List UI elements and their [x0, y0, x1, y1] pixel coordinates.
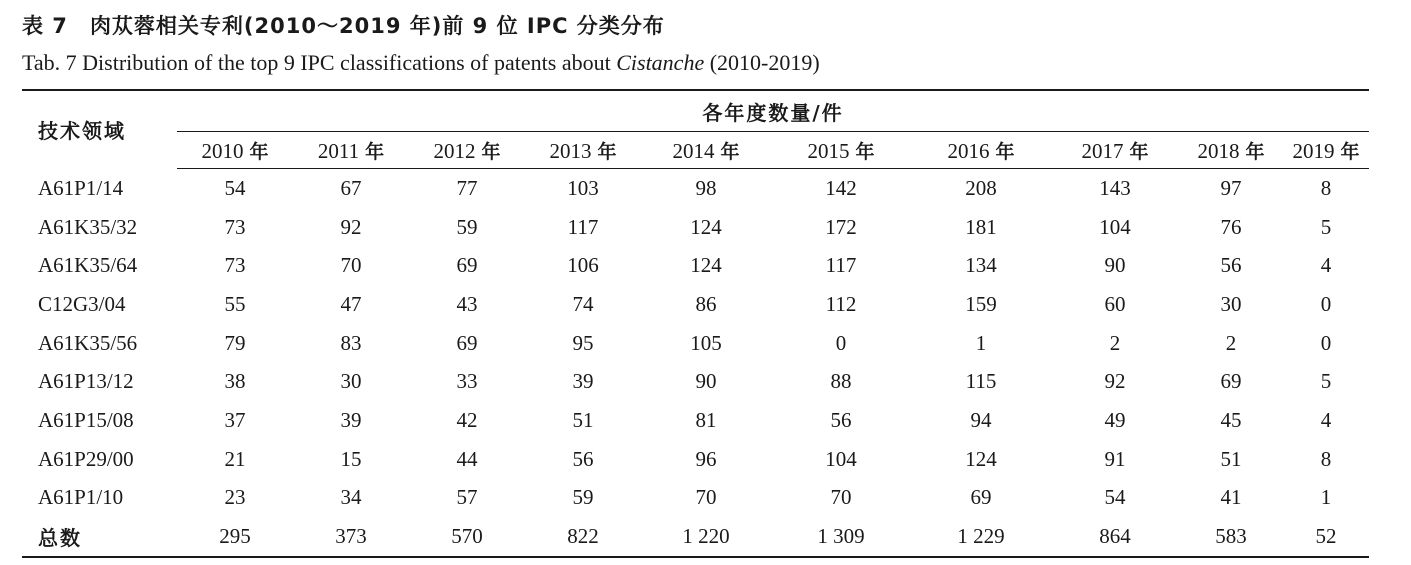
- count-cell: 124: [690, 253, 722, 278]
- count-cell: 172: [825, 214, 857, 239]
- ipc-code: A61P15/08: [38, 407, 134, 432]
- count-cell: 112: [825, 291, 857, 316]
- year-suffix: 年: [995, 140, 1015, 163]
- year-header-2016: [911, 132, 1051, 169]
- count-cell: 90: [1104, 253, 1126, 278]
- year-number: 2013: [549, 138, 592, 163]
- count-cell: 60: [1104, 291, 1126, 316]
- count-cell: 5: [1320, 369, 1332, 394]
- count-cell: 33: [456, 369, 478, 394]
- count-cell: 1 229: [957, 524, 1005, 549]
- count-cell: 30: [1220, 291, 1242, 316]
- row-header-technical-field: 技术领域: [38, 119, 126, 144]
- ipc-code: A61P29/00: [38, 446, 134, 471]
- count-cell: 208: [965, 175, 997, 200]
- year-number: 2011: [317, 138, 360, 163]
- count-cell: 44: [456, 446, 478, 471]
- count-cell: 90: [695, 369, 717, 394]
- year-header-2013: [525, 132, 641, 169]
- group-header-annual-count: 各年度数量/件: [702, 100, 844, 125]
- count-cell: 94: [970, 407, 992, 432]
- count-cell: 583: [1215, 524, 1247, 549]
- year-header-2011: [293, 132, 409, 169]
- table-row: [22, 479, 1369, 518]
- count-cell: 69: [1220, 369, 1242, 394]
- count-cell: 1 309: [817, 524, 865, 549]
- count-cell: 67: [340, 175, 362, 200]
- table-row: [22, 324, 1369, 363]
- count-cell: 86: [695, 291, 717, 316]
- year-suffix: 年: [855, 140, 875, 163]
- table-caption-chinese: [22, 10, 665, 40]
- table-row: [22, 208, 1369, 247]
- count-cell: 124: [690, 214, 722, 239]
- count-cell: 37: [224, 407, 246, 432]
- count-cell: 91: [1104, 446, 1126, 471]
- count-cell: 81: [695, 407, 717, 432]
- count-cell: 73: [224, 214, 246, 239]
- count-cell: 56: [572, 446, 594, 471]
- table-row: [22, 440, 1369, 479]
- year-header-2017: [1051, 132, 1179, 169]
- group-header-cell: [177, 90, 1369, 132]
- count-cell: 5: [1320, 214, 1332, 239]
- ipc-code: A61P1/14: [38, 175, 124, 200]
- table-row: [22, 169, 1369, 208]
- count-cell: 2: [1225, 330, 1237, 355]
- table-title-en-species: Cistanche: [616, 50, 705, 75]
- count-cell: 70: [695, 485, 717, 510]
- count-cell: 115: [965, 369, 997, 394]
- count-cell: 0: [1320, 291, 1332, 316]
- table-row: [22, 246, 1369, 285]
- table-row: [22, 362, 1369, 401]
- year-header-2019: [1283, 132, 1369, 169]
- count-cell: 57: [456, 485, 478, 510]
- count-cell: 181: [965, 214, 997, 239]
- count-cell: 54: [1104, 485, 1126, 510]
- count-cell: 104: [1099, 214, 1131, 239]
- count-cell: 76: [1220, 214, 1242, 239]
- count-cell: 4: [1320, 407, 1332, 432]
- count-cell: 0: [1320, 330, 1332, 355]
- count-cell: 1 220: [682, 524, 730, 549]
- count-cell: 864: [1099, 524, 1131, 549]
- table-title-en-suffix: (2010-2019): [704, 50, 820, 75]
- year-header-2010: [177, 132, 293, 169]
- table-title-en-prefix: Tab. 7 Distribution of the top 9 IPC classifications of patents about: [22, 50, 617, 75]
- count-cell: 42: [456, 407, 478, 432]
- count-cell: 47: [340, 291, 362, 316]
- count-cell: 822: [567, 524, 599, 549]
- count-cell: 39: [340, 407, 362, 432]
- table-title-cn: 肉苁蓉相关专利(2010～2019 年)前 9 位 IPC 分类分布: [89, 14, 665, 38]
- count-cell: 373: [335, 524, 367, 549]
- table-row: [22, 285, 1369, 324]
- count-cell: 4: [1320, 253, 1332, 278]
- count-cell: 105: [690, 330, 722, 355]
- count-cell: 95: [572, 330, 594, 355]
- count-cell: 70: [830, 485, 852, 510]
- count-cell: 73: [224, 253, 246, 278]
- year-number: 2017: [1081, 138, 1124, 163]
- count-cell: 55: [224, 291, 246, 316]
- year-suffix: 年: [720, 140, 740, 163]
- year-header-2014: [641, 132, 771, 169]
- count-cell: 59: [456, 214, 478, 239]
- count-cell: 117: [825, 253, 857, 278]
- count-cell: 1: [975, 330, 987, 355]
- count-cell: 83: [340, 330, 362, 355]
- count-cell: 70: [340, 253, 362, 278]
- count-cell: 295: [219, 524, 251, 549]
- count-cell: 30: [340, 369, 362, 394]
- count-cell: 0: [835, 330, 847, 355]
- count-cell: 69: [456, 330, 478, 355]
- table-body: [22, 169, 1369, 557]
- year-suffix: 年: [249, 140, 269, 163]
- count-cell: 59: [572, 485, 594, 510]
- table-row: [22, 401, 1369, 440]
- year-header-2012: [409, 132, 525, 169]
- year-suffix: 年: [1245, 140, 1265, 163]
- total-label: 总数: [38, 526, 82, 551]
- count-cell: 56: [1220, 253, 1242, 278]
- header-row-years: [22, 132, 1369, 169]
- count-cell: 51: [1220, 446, 1242, 471]
- count-cell: 79: [224, 330, 246, 355]
- count-cell: 2: [1109, 330, 1121, 355]
- year-number: 2019: [1292, 138, 1335, 163]
- count-cell: 77: [456, 175, 478, 200]
- count-cell: 52: [1315, 524, 1337, 549]
- year-suffix: 年: [481, 140, 501, 163]
- ipc-code: A61P1/10: [38, 485, 124, 510]
- count-cell: 92: [340, 214, 362, 239]
- count-cell: 49: [1104, 407, 1126, 432]
- count-cell: 143: [1099, 175, 1131, 200]
- count-cell: 15: [340, 446, 362, 471]
- count-cell: 74: [572, 291, 594, 316]
- year-header-2018: [1179, 132, 1283, 169]
- count-cell: 69: [456, 253, 478, 278]
- table-row-total: [22, 517, 1369, 557]
- count-cell: 54: [224, 175, 246, 200]
- count-cell: 69: [970, 485, 992, 510]
- table-number-cn: 表 7: [22, 14, 68, 38]
- ipc-code: A61K35/64: [38, 253, 138, 278]
- count-cell: 159: [965, 291, 997, 316]
- year-number: 2018: [1197, 138, 1240, 163]
- count-cell: 8: [1320, 175, 1332, 200]
- header-row-group: [22, 90, 1369, 132]
- year-suffix: 年: [1340, 140, 1360, 163]
- count-cell: 34: [340, 485, 362, 510]
- year-header-2015: [771, 132, 911, 169]
- count-cell: 39: [572, 369, 594, 394]
- count-cell: 23: [224, 485, 246, 510]
- year-suffix: 年: [1129, 140, 1149, 163]
- count-cell: 570: [451, 524, 483, 549]
- ipc-code: A61P13/12: [38, 369, 134, 394]
- count-cell: 51: [572, 407, 594, 432]
- year-number: 2016: [947, 138, 990, 163]
- year-number: 2010: [201, 138, 244, 163]
- count-cell: 8: [1320, 446, 1332, 471]
- count-cell: 88: [830, 369, 852, 394]
- count-cell: 134: [965, 253, 997, 278]
- count-cell: 117: [567, 214, 599, 239]
- count-cell: 1: [1320, 485, 1332, 510]
- ipc-distribution-table: [22, 89, 1369, 558]
- count-cell: 142: [825, 175, 857, 200]
- ipc-code: A61K35/56: [38, 330, 138, 355]
- count-cell: 45: [1220, 407, 1242, 432]
- count-cell: 97: [1220, 175, 1242, 200]
- count-cell: 98: [695, 175, 717, 200]
- count-cell: 124: [965, 446, 997, 471]
- table-caption-english: [22, 50, 820, 76]
- count-cell: 56: [830, 407, 852, 432]
- year-number: 2014: [672, 138, 715, 163]
- ipc-code: A61K35/32: [38, 214, 138, 239]
- count-cell: 41: [1220, 485, 1242, 510]
- count-cell: 96: [695, 446, 717, 471]
- count-cell: 106: [567, 253, 599, 278]
- year-suffix: 年: [365, 140, 385, 163]
- ipc-code: C12G3/04: [38, 291, 126, 316]
- count-cell: 43: [456, 291, 478, 316]
- count-cell: 92: [1104, 369, 1126, 394]
- count-cell: 103: [567, 175, 599, 200]
- count-cell: 38: [224, 369, 246, 394]
- year-number: 2015: [807, 138, 850, 163]
- year-suffix: 年: [597, 140, 617, 163]
- count-cell: 21: [224, 446, 246, 471]
- count-cell: 104: [825, 446, 857, 471]
- ipc-distribution-table-container: [22, 89, 1369, 558]
- year-number: 2012: [433, 138, 476, 163]
